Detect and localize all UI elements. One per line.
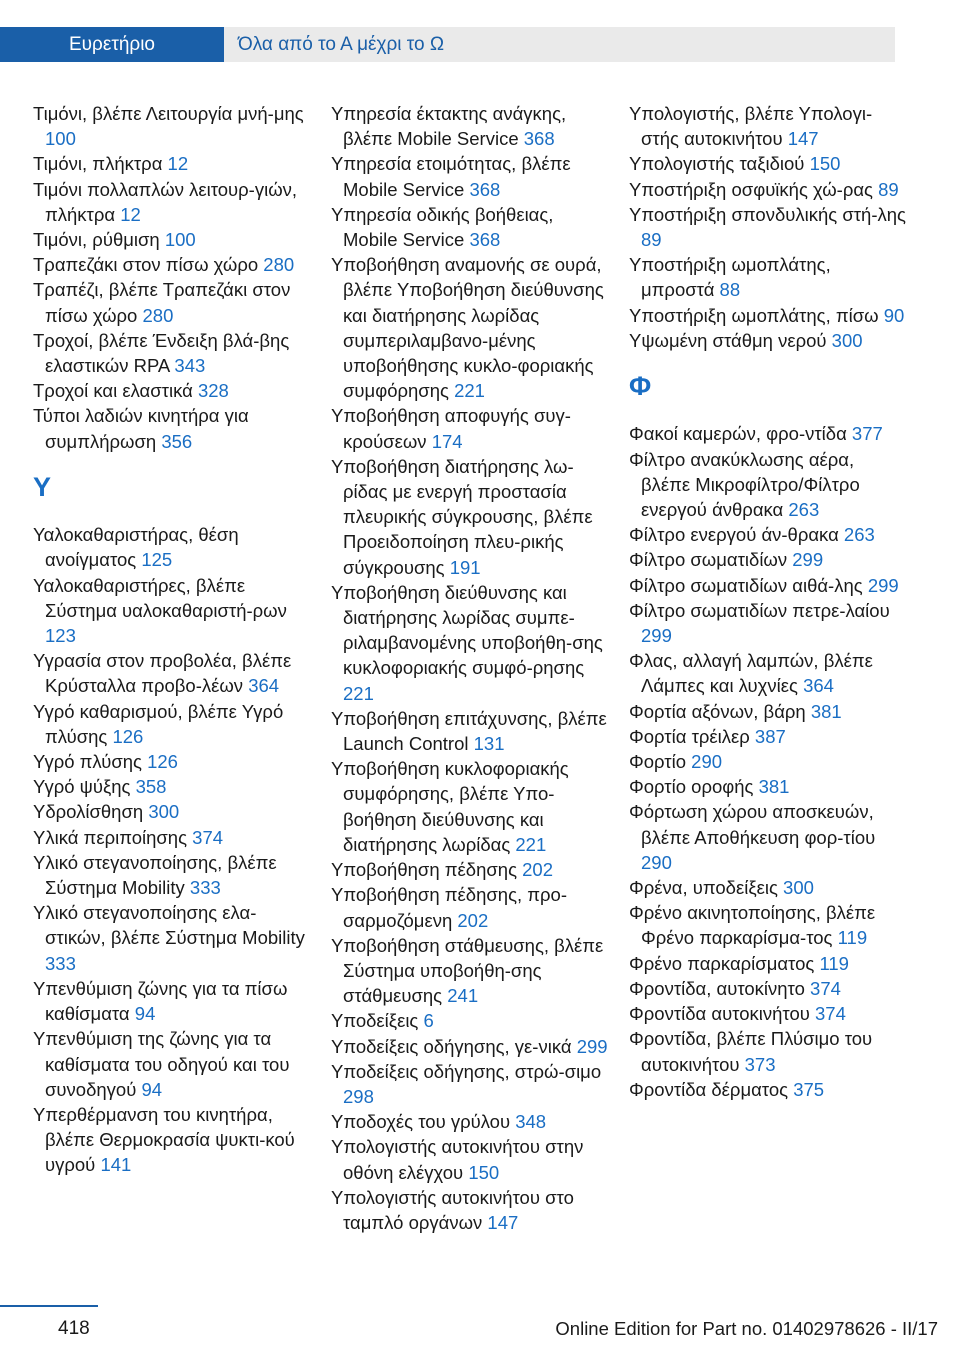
page-link[interactable]: 358 <box>135 776 167 798</box>
index-term: Υποβοήθηση κυκλοφοριακής συμφόρησης, βλέπε Υπο-βοήθηση διεύθυνσης και διατήρησης λωρίδας <box>331 758 569 855</box>
index-term: Φρένα, υποδείξεις <box>629 877 778 899</box>
page-link[interactable]: 88 <box>719 279 741 301</box>
page-link[interactable]: 299 <box>867 574 899 596</box>
page-link[interactable]: 381 <box>810 700 842 722</box>
page-link[interactable]: 333 <box>45 952 76 974</box>
index-entry <box>629 1001 907 1026</box>
index-term: Υποστήριξη ωμοπλάτης, πίσω <box>629 304 879 326</box>
index-entry <box>331 882 609 932</box>
page-link[interactable]: 221 <box>515 833 547 855</box>
index-entry <box>33 252 311 277</box>
page-link[interactable]: 150 <box>809 153 841 175</box>
index-entry <box>629 547 907 572</box>
page-link[interactable]: 300 <box>148 801 180 823</box>
page-link[interactable]: 126 <box>147 751 178 773</box>
page-link[interactable]: 300 <box>783 877 814 899</box>
index-term: Φίλτρο σωματιδίων πετρε-λαίου <box>629 599 890 621</box>
index-entry <box>331 202 609 252</box>
index-term: Φακοί καμερών, φρο-ντίδα <box>629 423 847 445</box>
page-link[interactable]: 147 <box>787 128 819 150</box>
page-link[interactable]: 202 <box>522 859 554 881</box>
index-entry <box>629 303 907 328</box>
index-entry <box>629 875 907 900</box>
index-entry <box>33 900 311 976</box>
index-entry <box>629 900 907 950</box>
index-term: Τραπεζάκι στον πίσω χώρο <box>33 254 259 276</box>
index-entry <box>33 522 311 572</box>
page-link[interactable]: 174 <box>431 430 463 452</box>
page-link[interactable]: 94 <box>134 1003 156 1025</box>
page-link[interactable]: 374 <box>810 977 841 999</box>
index-entry <box>629 522 907 547</box>
index-term: Υποβοήθηση πέδησης <box>331 859 517 881</box>
index-term: Τύποι λαδιών κινητήρα για συμπλήρωση <box>33 405 249 452</box>
page-number: 418 <box>58 1318 90 1339</box>
index-column-2 <box>331 101 609 1235</box>
index-term: Υπηρεσία έκτακτης ανάγκης, βλέπε Mobile Service <box>331 103 567 150</box>
page-link[interactable]: 374 <box>815 1003 846 1025</box>
index-term: Φορτίο οροφής <box>629 776 754 798</box>
page-link[interactable]: 356 <box>161 430 193 452</box>
index-term: Φίλτρο σωματιδίων αιθά-λης <box>629 574 863 596</box>
index-entry <box>331 1008 609 1033</box>
index-term: Φροντίδα, αυτοκίνητο <box>629 977 805 999</box>
section-tab-index[interactable]: Ευρετήριο <box>0 27 224 62</box>
index-term: Υποστήριξη ωμοπλάτης, μπροστά <box>629 254 831 301</box>
page-link[interactable]: 364 <box>803 675 834 697</box>
page-link[interactable]: 150 <box>468 1161 500 1183</box>
page-link[interactable]: 202 <box>457 909 489 931</box>
page-link[interactable]: 298 <box>343 1085 374 1107</box>
index-term: Φόρτωση χώρου αποσκευών, βλέπε Αποθήκευση φορ-τίου <box>629 801 876 848</box>
index-entry <box>629 648 907 698</box>
page-link[interactable]: 368 <box>469 178 501 200</box>
index-entry <box>33 177 311 227</box>
index-term: Υλικό στεγανοποίησης ελα-στικών, βλέπε Σύστημα Mobility <box>33 902 305 949</box>
index-entry <box>33 328 311 378</box>
index-entry <box>331 403 609 453</box>
index-entry <box>331 1034 609 1059</box>
page-link[interactable]: 221 <box>454 380 485 402</box>
index-column-3 <box>629 101 907 1102</box>
index-entry <box>331 1059 609 1109</box>
index-term: Υγρό ψύξης <box>33 776 131 798</box>
page-link[interactable]: 125 <box>141 549 173 571</box>
page-link[interactable]: 263 <box>788 499 820 521</box>
breadcrumb[interactable]: Όλα από το Α μέχρι το Ω <box>224 27 895 62</box>
index-term: Τιμόνι, ρύθμιση <box>33 229 160 251</box>
page-link[interactable]: 147 <box>487 1211 519 1233</box>
index-term: Φροντίδα, βλέπε Πλύσιμο του αυτοκινήτου <box>629 1028 873 1075</box>
index-entry <box>331 101 609 151</box>
index-term: Υλικό στεγανοποίησης, βλέπε Σύστημα Mobility <box>33 851 277 899</box>
index-entry <box>331 151 609 201</box>
index-entry <box>331 580 609 706</box>
index-entry <box>629 1077 907 1102</box>
index-term: Υαλοκαθαριστήρες, βλέπε Σύστημα υαλοκαθαριστή-ρων <box>33 574 287 621</box>
page-link[interactable]: 387 <box>754 725 786 747</box>
index-term: Φλας, αλλαγή λαμπών, βλέπε Λάμπες και λυχνίες <box>629 650 873 697</box>
index-term: Τιμόνι πολλαπλών λειτουρ-γιών, πλήκτρα <box>33 178 298 225</box>
edition-note: Online Edition for Part no. 01402978626 - II/17 <box>555 1318 938 1339</box>
index-term: Φορτίο <box>629 751 687 773</box>
page-link[interactable]: 119 <box>837 927 868 949</box>
page-link[interactable]: 89 <box>878 178 899 200</box>
page-link[interactable]: 374 <box>192 826 224 848</box>
page-link[interactable]: 299 <box>792 549 824 571</box>
page-link[interactable]: 299 <box>576 1035 608 1057</box>
index-entry <box>33 648 311 698</box>
index-entry <box>33 378 311 403</box>
page-link[interactable]: 300 <box>831 329 863 351</box>
index-term: Υποβοήθηση διατήρησης λω-ρίδας με ενεργή προστασία πλευρικής σύγκρουσης, βλέπε Προειδοποίηση πλευ-ρικής σύγκρουσης <box>331 455 593 578</box>
index-term: Υποδοχές του γρύλου <box>331 1111 511 1133</box>
section-letter: Φ <box>629 371 652 402</box>
index-term: Φροντίδα δέρματος <box>629 1078 789 1100</box>
page-link[interactable]: 373 <box>744 1053 776 1075</box>
index-term: Υποδείξεις <box>331 1010 419 1032</box>
index-entry <box>331 252 609 403</box>
index-term: Φορτία τρέιλερ <box>629 725 750 747</box>
index-column-1 <box>33 101 311 1178</box>
index-term: Υγρό καθαρισμού, βλέπε Υγρό πλύσης <box>33 700 284 747</box>
index-term: Υλικά περιποίησης <box>33 826 188 848</box>
index-term: Υποβοήθηση στάθμευσης, βλέπε Σύστημα υποβοήθη-σης στάθμευσης <box>331 934 604 1007</box>
page-link[interactable]: 100 <box>45 128 76 150</box>
index-term: Υποβοήθηση πέδησης, προ-σαρμοζόμενη <box>331 884 568 931</box>
index-term: Υπολογιστής αυτοκινήτου στο ταμπλό οργάνων <box>331 1186 574 1233</box>
index-term: Τιμόνι, βλέπε Λειτουργία μνή-μης <box>33 103 304 124</box>
index-term: Φρένο ακινητοποίησης, βλέπε Φρένο παρκαρίσμα-τος <box>629 902 876 949</box>
index-term: Υγρό πλύσης <box>33 751 142 773</box>
index-entry <box>33 101 311 151</box>
index-entry <box>331 857 609 882</box>
index-entry <box>629 724 907 749</box>
index-entry <box>629 328 907 353</box>
index-entry <box>629 447 907 523</box>
index-term: Υπολογιστής, βλέπε Υπολογι-στής αυτοκινήτου <box>629 103 873 150</box>
footer-divider <box>0 1305 98 1307</box>
page-link[interactable]: 131 <box>473 733 505 755</box>
index-entry <box>33 774 311 799</box>
page-link[interactable]: 94 <box>141 1078 163 1100</box>
index-term: Υπηρεσία οδικής βοήθειας, Mobile Service <box>331 203 554 251</box>
page-link[interactable]: 328 <box>197 380 229 402</box>
page-link[interactable]: 126 <box>112 725 144 747</box>
index-entry <box>629 799 907 875</box>
page-link[interactable]: 191 <box>449 556 481 578</box>
page-link[interactable]: 333 <box>189 877 221 899</box>
page-link[interactable]: 280 <box>142 304 174 326</box>
index-term: Υπολογιστής αυτοκινήτου στην οθόνη ελέγχου <box>331 1136 584 1183</box>
index-term: Υψωμένη στάθμη νερού <box>629 329 827 351</box>
index-term: Υποδείξεις οδήγησης, στρώ-σιμο <box>331 1060 602 1082</box>
index-entry <box>331 1134 609 1184</box>
index-term: Φρένο παρκαρίσματος <box>629 952 815 974</box>
index-term: Υπερθέρμανση του κινητήρα, βλέπε Θερμοκρασία ψυκτι-κού υγρού <box>33 1103 295 1176</box>
index-term: Φροντίδα αυτοκινήτου <box>629 1003 810 1025</box>
index-entry <box>629 1026 907 1076</box>
index-term: Τροχοί, βλέπε Ένδειξη βλά-βης ελαστικών RPA <box>33 329 290 377</box>
page-link[interactable]: 89 <box>641 229 662 251</box>
index-term: Υποβοήθηση επιτάχυνσης, βλέπε Launch Control <box>331 707 607 755</box>
index-entry <box>629 202 907 252</box>
index-term: Υποδείξεις οδήγησης, γε-νικά <box>331 1035 572 1057</box>
index-entry <box>33 403 311 453</box>
index-entry <box>331 454 609 580</box>
index-term: Υπενθύμιση της ζώνης για τα καθίσματα του οδηγού και του συνοδηγού <box>33 1028 290 1100</box>
index-term: Υαλοκαθαριστήρας, θέση ανοίγματος <box>33 524 239 571</box>
index-entry <box>331 706 609 756</box>
index-term: Τιμόνι, πλήκτρα <box>33 153 163 175</box>
index-entry <box>629 749 907 774</box>
index-entry <box>33 799 311 824</box>
page-link[interactable]: 368 <box>469 229 501 251</box>
index-term: Υποβοήθηση διεύθυνσης και διατήρησης λωρίδας συμπε-ριλαμβανομένης υποβοήθη-σης κυκλοφοριακής συμφό-ρησης <box>331 581 603 679</box>
page-link[interactable]: 343 <box>174 355 206 377</box>
index-entry <box>629 699 907 724</box>
page-link[interactable]: 377 <box>851 423 883 445</box>
page-header <box>0 0 895 62</box>
index-term: Τροχοί και ελαστικά <box>33 380 193 402</box>
index-term: Φίλτρο σωματιδίων <box>629 549 788 571</box>
index-entry <box>629 573 907 598</box>
page-link[interactable]: 6 <box>423 1010 434 1032</box>
index-term: Υποβοήθηση αποφυγής συγ-κρούσεων <box>331 405 571 452</box>
index-entry <box>33 825 311 850</box>
page-link[interactable]: 12 <box>120 203 141 225</box>
index-entry <box>33 976 311 1026</box>
index-entry <box>33 749 311 774</box>
page-link[interactable]: 141 <box>100 1154 132 1176</box>
index-term: Τραπέζι, βλέπε Τραπεζάκι στον πίσω χώρο <box>33 279 291 326</box>
page-link[interactable]: 221 <box>343 682 374 704</box>
index-term: Υποστήριξη οσφυϊκής χώ-ρας <box>629 178 873 200</box>
index-term: Υπενθύμιση ζώνης για τα πίσω καθίσματα <box>33 977 288 1025</box>
page-link[interactable]: 90 <box>883 304 905 326</box>
page-link[interactable]: 119 <box>819 952 849 974</box>
index-entry <box>629 101 907 151</box>
page-link[interactable]: 381 <box>758 776 790 798</box>
index-term: Φορτία αξόνων, βάρη <box>629 700 806 722</box>
section-letter: Υ <box>33 471 52 502</box>
page-link[interactable]: 290 <box>691 751 723 773</box>
index-term: Φίλτρο ενεργού άν-θρακα <box>629 524 839 546</box>
page-link[interactable]: 364 <box>248 675 280 697</box>
page-link[interactable]: 12 <box>167 153 189 175</box>
index-entry <box>629 774 907 799</box>
index-entry <box>33 227 311 252</box>
index-entry <box>33 277 311 327</box>
page-link[interactable]: 100 <box>164 229 196 251</box>
index-entry <box>629 252 907 302</box>
page-link[interactable]: 280 <box>263 254 295 276</box>
index-term: Φίλτρο ανακύκλωσης αέρα, βλέπε Μικροφίλτρο/Φίλτρο ενεργού άνθρακα <box>629 448 860 521</box>
page-link[interactable]: 368 <box>523 128 555 150</box>
index-term: Υγρασία στον προβολέα, βλέπε Κρύσταλλα προβο-λέων <box>33 650 292 697</box>
index-entry <box>629 151 907 176</box>
index-term: Υποστήριξη σπονδυλικής στή-λης <box>629 203 906 225</box>
page-link[interactable]: 263 <box>843 524 875 546</box>
index-entry <box>629 976 907 1001</box>
index-entry <box>33 151 311 176</box>
page-link[interactable]: 123 <box>45 625 76 647</box>
index-term: Υπηρεσία ετοιμότητας, βλέπε Mobile Service <box>331 153 571 200</box>
page-link[interactable]: 375 <box>793 1078 825 1100</box>
page-link[interactable]: 241 <box>447 985 479 1007</box>
index-entry <box>33 573 311 649</box>
index-entry <box>33 1026 311 1102</box>
index-entry <box>33 850 311 900</box>
index-entry <box>331 1185 609 1235</box>
index-term: Υπολογιστής ταξιδιού <box>629 153 805 175</box>
page-link[interactable]: 290 <box>641 851 672 873</box>
index-term: Υποβοήθηση αναμονής σε ουρά, βλέπε Υποβοήθηση διεύθυνσης και διατήρησης λωρίδας συμπεριλαμβανο-μένης υποβοήθησης κυκλο-φοριακής συμφόρησης <box>331 254 604 402</box>
index-entry <box>331 1109 609 1134</box>
index-entry <box>629 177 907 202</box>
index-term: Υδρολίσθηση <box>33 801 144 823</box>
index-entry <box>629 598 907 648</box>
page-link[interactable]: 348 <box>515 1111 547 1133</box>
index-entry <box>33 1102 311 1178</box>
index-entry <box>331 933 609 1009</box>
index-entry <box>331 756 609 857</box>
index-entry <box>629 421 907 446</box>
page-link[interactable]: 299 <box>641 625 672 647</box>
index-entry <box>629 951 907 976</box>
index-entry <box>33 699 311 749</box>
